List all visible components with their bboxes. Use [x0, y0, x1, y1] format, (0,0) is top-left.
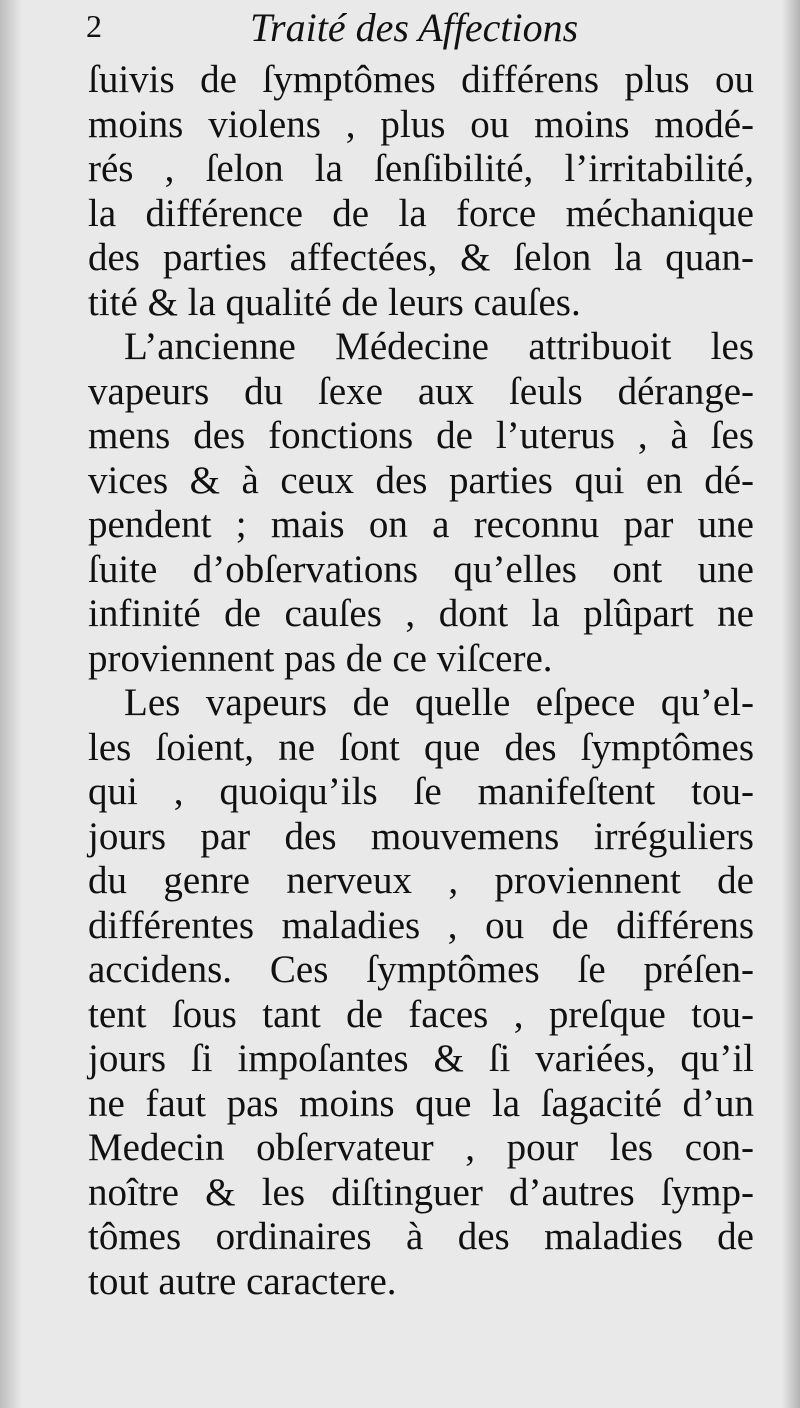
text-line: Les vapeurs de quelle eſpece qu’el- — [124, 681, 754, 724]
text-line: tômes ordinaires à des maladies de — [88, 1215, 754, 1258]
text-line: infinité de cauſes , dont la plûpart ne — [88, 592, 754, 635]
text-line: Medecin obſervateur , pour les con- — [88, 1126, 754, 1169]
text-line: accidens. Ces ſymptômes ſe préſen- — [88, 948, 754, 991]
text-line: des parties affectées, & ſelon la quan- — [88, 236, 754, 279]
page-header — [86, 2, 766, 54]
paragraph-3 — [88, 681, 754, 1304]
text-line: mens des fonctions de l’uterus , à ſes — [88, 414, 754, 457]
text-line: tité & la qualité de leurs cauſes. — [88, 280, 581, 324]
running-title: Traité des Affections — [250, 5, 579, 50]
text-line: noître & les diſtinguer d’autres ſymp- — [88, 1170, 754, 1214]
page-edge-shadow-right — [782, 0, 800, 1408]
text-line: différentes maladies , ou de différens — [88, 903, 754, 947]
text-line: les ſoient, ne ſont que des ſymptômes — [88, 725, 754, 769]
text-line: L’ancienne Médecine attribuoit les — [124, 325, 754, 368]
text-line: ſuivis de ſymptômes différens plus ou — [88, 58, 754, 101]
text-line: tout autre caractere. — [88, 1259, 397, 1303]
text-line: du genre nerveux , proviennent de — [88, 859, 754, 902]
text-line: qui , quoiqu’ils ſe manifeſtent tou- — [88, 770, 754, 813]
paragraph-2 — [88, 325, 754, 681]
text-line: tent ſous tant de faces , preſque tou- — [88, 992, 754, 1036]
page-edge-shadow-left — [0, 0, 22, 1408]
text-line: jours par des mouvemens irréguliers — [88, 814, 754, 858]
text-line: la différence de la force méchanique — [88, 191, 754, 235]
text-line: pendent ; mais on a reconnu par une — [88, 503, 754, 546]
body-text — [88, 58, 754, 1304]
text-line: ne faut pas moins que la ſagacité d’un — [88, 1081, 754, 1125]
text-line: moins violens , plus ou moins modé- — [88, 102, 754, 146]
page-number: 2 — [86, 8, 102, 44]
text-line: rés , ſelon la ſenſibilité, l’irritabilité, — [88, 147, 754, 190]
text-line: ſuite d’obſervations qu’elles ont une — [88, 547, 754, 591]
text-line: proviennent pas de ce viſcere. — [88, 636, 553, 680]
text-line: jours ſi impoſantes & ſi variées, qu’il — [88, 1037, 754, 1080]
paragraph-1 — [88, 58, 754, 325]
text-line: vapeurs du ſexe aux ſeuls dérange- — [88, 369, 754, 413]
text-line: vices & à ceux des parties qui en dé- — [88, 458, 754, 502]
